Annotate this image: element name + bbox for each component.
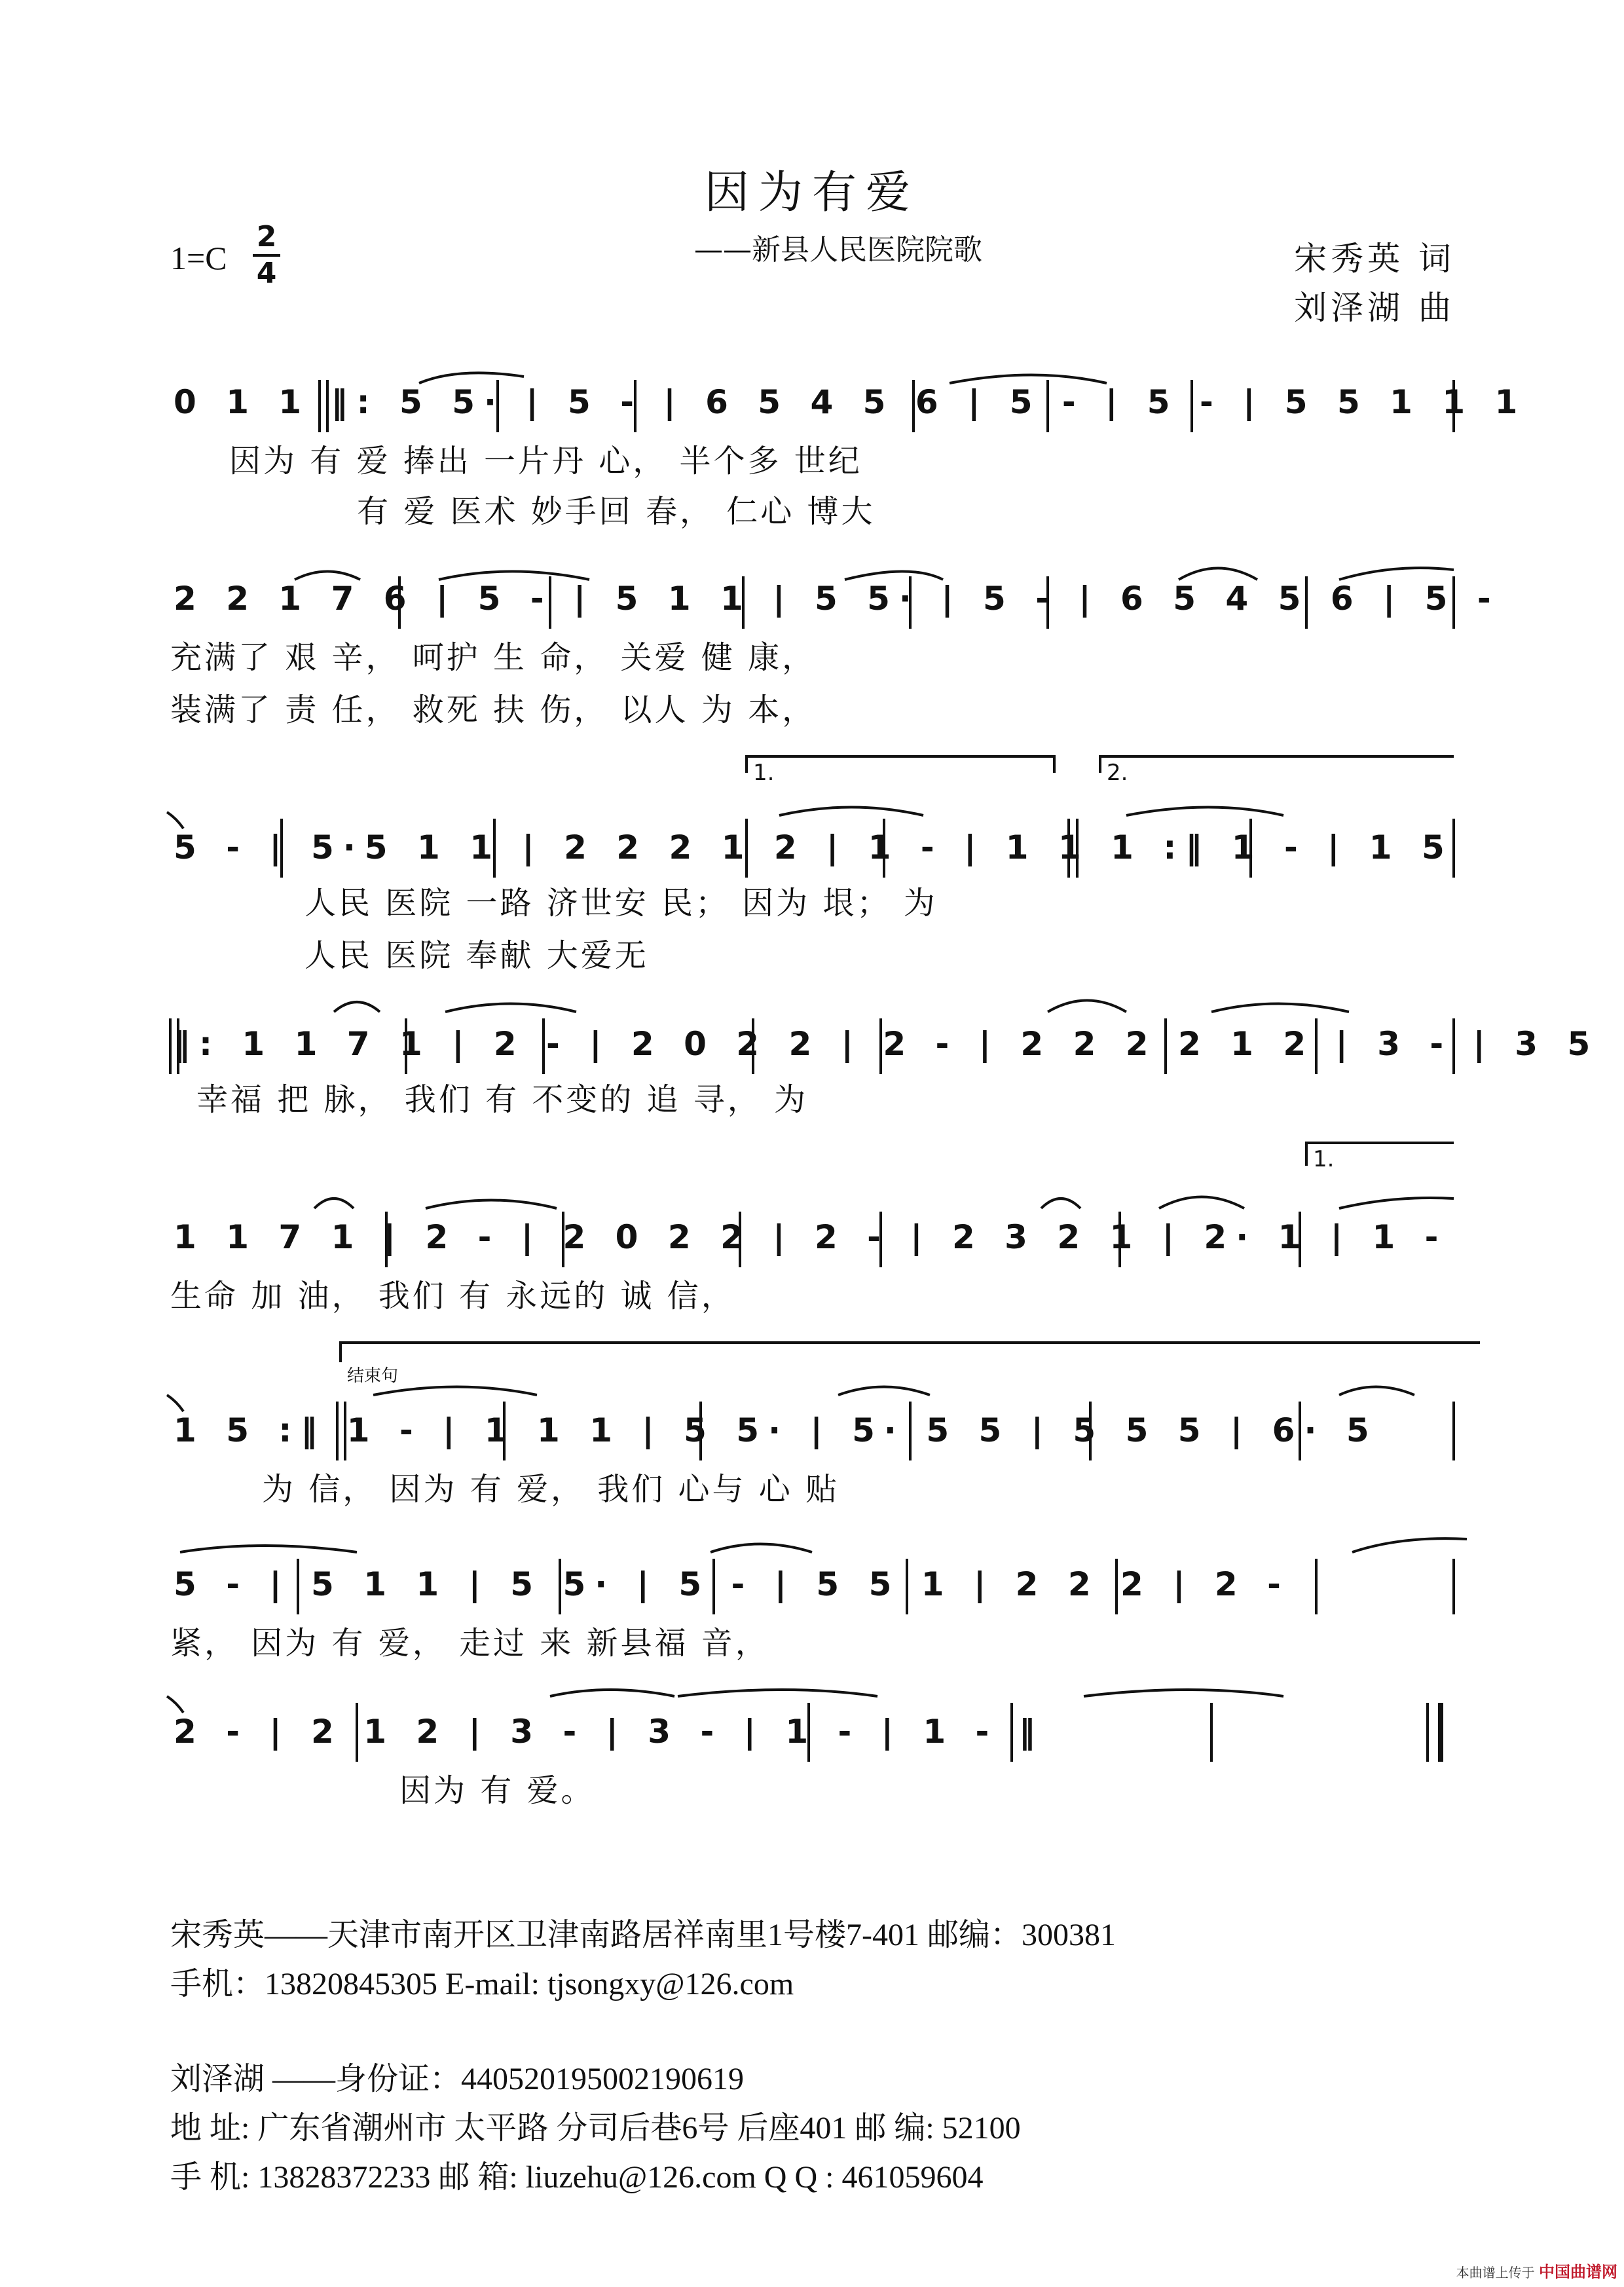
system-5-notes: 1 1 7 1 | 2 - | 2 0 2 2 | 2 - | 2 3 2 1 | 2· 1 | 1 - — [174, 1218, 1448, 1256]
contact-lyricist-line-1: 宋秀英——天津市南开区卫津南路居祥南里1号楼7-401 邮编：300381 — [170, 1918, 1116, 1952]
system-3-lyrics-1: 人民 医院 一路 济世安 民； 因为 垠； 为 — [304, 885, 938, 921]
contact-lyricist-line-2: 手机：13820845305 E-mail: tjsongxy@126.com — [170, 1967, 794, 2001]
system-1-lyrics-2: 有 爱 医术 妙手回 春， 仁心 博大 — [357, 493, 876, 530]
system-8-lyrics-1: 因为 有 爱。 — [399, 1772, 595, 1809]
system-2-lyrics-2: 装满了 责 任， 救死 扶 伤， 以人 为 本， — [170, 692, 817, 728]
contact-composer-line-3: 手 机: 13828372233 邮 箱: liuzehu@126.com Q Q : 461059604 — [170, 2160, 984, 2195]
system-4-notes: ‖: 1 1 7 1 | 2 - | 2 0 2 2 | 2 - | 2 2 2 2 1 2 | 3 - | 3 5 — [174, 1025, 1600, 1063]
source-watermark — [1456, 2259, 1617, 2282]
system-7-lyrics-1: 紧， 因为 有 爱， 走过 来 新县福 音， — [170, 1625, 769, 1662]
time-top: 2 — [256, 220, 277, 253]
system-4-lyrics-1: 幸福 把 脉， 我们 有 不变的 追 寻， 为 — [196, 1081, 809, 1118]
time-bottom: 4 — [256, 257, 277, 290]
system-6-lyrics-1: 为 信， 因为 有 爱， 我们 心与 心 贴 — [262, 1471, 840, 1508]
contact-composer-line-2: 地 址: 广东省潮州市 太平路 分司后巷6号 后座401 邮 编: 52100 — [170, 2111, 1021, 2146]
ending-label: 结束句 — [347, 1366, 399, 1386]
volta-2-label: 2. — [1107, 760, 1128, 786]
composer-credit: 刘泽湖 曲 — [1294, 289, 1455, 327]
system-6-notes: 1 5 :‖ 1 - | 1 1 1 | 5 5· | 5· 5 5 | 5 5 5 | 6· 5 — [174, 1411, 1378, 1449]
system-1-notes: 0 1 1 ‖: 5 5· | 5 - | 6 5 4 5 6 | 5 - | 5 - | 5 5 1 1 1 — [174, 383, 1527, 421]
song-title: 因为有爱 — [704, 167, 919, 219]
system-3-lyrics-2: 人民 医院 奉献 大爱无 — [304, 937, 649, 974]
watermark-text: 本曲谱上传于 — [1456, 2265, 1535, 2280]
system-3-notes: 5 - | 5·5 1 1 | 2 2 2 1 2 | 1 - | 1 1 1 :‖ 1 - | 1 5 — [174, 828, 1454, 866]
lyricist-credit: 宋秀英 词 — [1294, 240, 1455, 278]
contact-composer-line-1: 刘泽湖 ——身份证：440520195002190619 — [170, 2062, 745, 2096]
song-subtitle: ——新县人民医院院歌 — [694, 233, 982, 267]
key-signature: 1=C — [170, 240, 227, 276]
volta-1b-label: 1. — [1313, 1146, 1335, 1172]
system-2-lyrics-1: 充满了 艰 辛， 呵护 生 命， 关爱 健 康， — [170, 639, 817, 676]
watermark-brand: 中国曲谱网 — [1539, 2263, 1617, 2281]
system-1-lyrics-1: 因为 有 爱 捧出 一片丹 心， 半个多 世纪 — [229, 443, 862, 479]
volta-1-label: 1. — [753, 760, 775, 786]
system-8-notes: 2 - | 2 1 2 | 3 - | 3 - | 1 - | 1 - ‖ — [174, 1713, 1044, 1751]
system-5-lyrics-1: 生命 加 油， 我们 有 永远的 诚 信， — [170, 1278, 735, 1314]
system-7-notes: 5 - | 5 1 1 | 5 5· | 5 - | 5 5 1 | 2 2 2 | 2 - — [174, 1565, 1290, 1603]
system-2-notes: 2 2 1 7 6 | 5 - | 5 1 1 | 5 5· | 5 - | 6 5 4 5 6 | 5 - — [174, 580, 1500, 618]
